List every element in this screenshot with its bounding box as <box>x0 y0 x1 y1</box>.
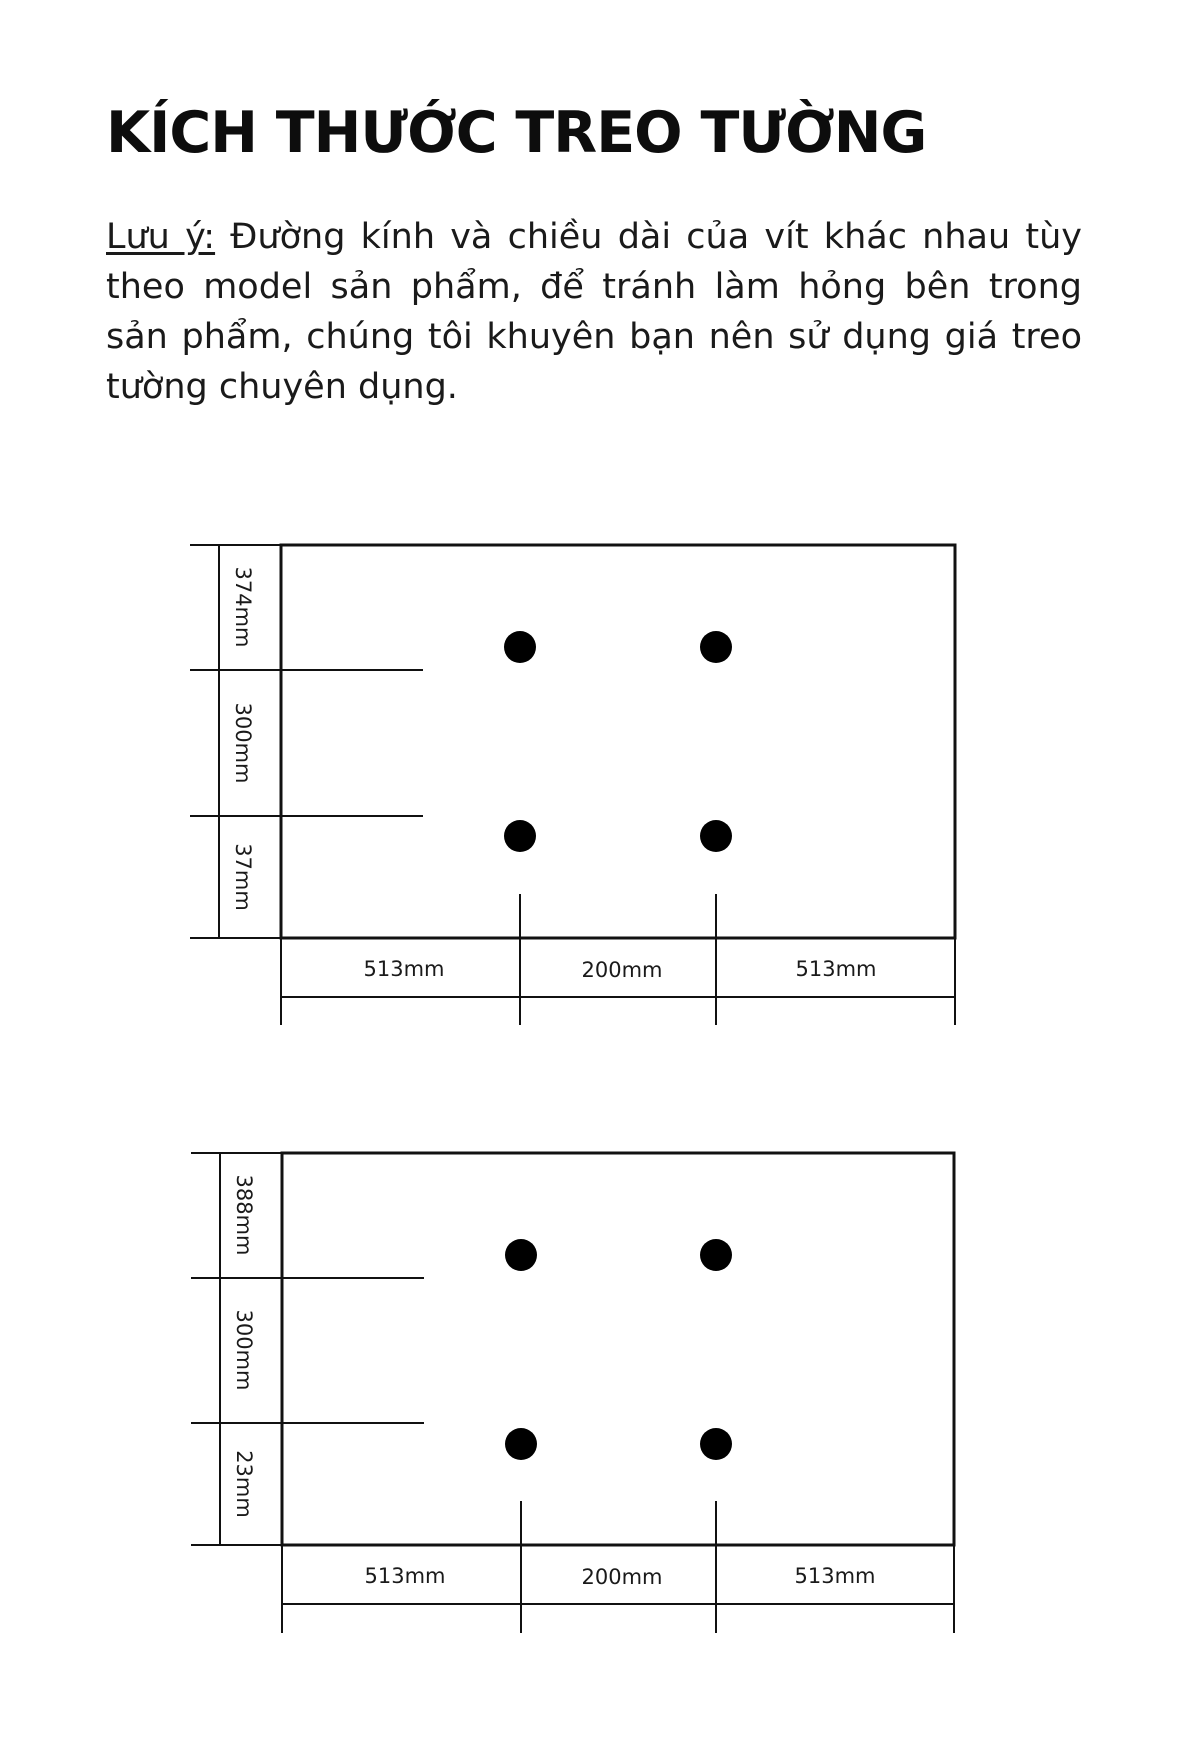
mount-hole-bottom-right <box>700 1428 732 1460</box>
mount-hole-top-right <box>700 631 732 663</box>
dimension-label-top: 388mm <box>232 1174 256 1256</box>
dimension-label-center: 200mm <box>581 958 663 982</box>
dimension-label-left: 513mm <box>363 957 445 981</box>
mount-hole-bottom-left <box>504 820 536 852</box>
dimension-label-bottom: 37mm <box>231 843 255 911</box>
dimension-label-right: 513mm <box>795 957 877 981</box>
page-title: KÍCH THƯỚC TREO TƯỜNG <box>106 100 927 166</box>
dimension-label-left: 513mm <box>364 1564 446 1588</box>
tv-outline <box>281 545 955 938</box>
note-text: Đường kính và chiều dài của vít khác nhau tùy theo model sản phẩm, để tránh làm hỏng bên trong sản phẩm, chúng tôi khuyên bạn nên sử dụng giá treo tường chuyên dụng. <box>106 217 1083 407</box>
mount-hole-bottom-right <box>700 820 732 852</box>
mount-hole-top-right <box>700 1239 732 1271</box>
mount-hole-top-left <box>504 631 536 663</box>
dimension-label-middle: 300mm <box>231 702 255 784</box>
mount-hole-bottom-left <box>505 1428 537 1460</box>
diagram-2-svg <box>0 1128 1200 1648</box>
dimension-label-bottom: 23mm <box>232 1450 256 1518</box>
diagram-1-svg <box>0 520 1200 1040</box>
note-label: Lưu ý: <box>106 217 216 257</box>
note-paragraph <box>106 212 1082 412</box>
tv-outline <box>282 1153 954 1545</box>
wall-mount-diagram-2 <box>0 1128 1200 1648</box>
dimension-label-top: 374mm <box>231 566 255 648</box>
dimension-label-middle: 300mm <box>232 1309 256 1391</box>
dimension-label-center: 200mm <box>581 1565 663 1589</box>
wall-mount-diagram-1 <box>0 520 1200 1040</box>
mount-hole-top-left <box>505 1239 537 1271</box>
dimension-label-right: 513mm <box>794 1564 876 1588</box>
